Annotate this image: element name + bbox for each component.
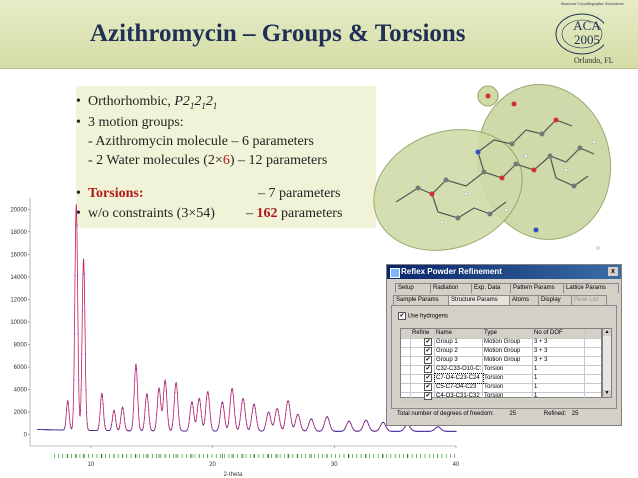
y-tick-label: 16000 — [10, 252, 27, 259]
dof-cell: 1 — [533, 392, 585, 401]
scroll-up-icon[interactable]: ▲ — [604, 329, 610, 335]
y-tick-label: 6000 — [13, 365, 27, 372]
bullet-water-params: - 2 Water molecules (2×6) – 12 parameters — [88, 153, 328, 168]
use-hydrogens-row — [398, 312, 448, 320]
refine-checkbox[interactable]: ✔ — [425, 375, 431, 381]
column-header-name: Name — [435, 329, 483, 338]
column-header-no-of-dof: No of DOF — [533, 329, 585, 338]
structure-params-panel — [391, 305, 617, 409]
row-selector[interactable] — [401, 338, 411, 347]
table-scrollbar[interactable] — [602, 328, 612, 398]
bullet-space-group: • Orthorhombic, $P2_12_12_1$ — [76, 94, 218, 111]
bullet-unconstrained: • w/o constraints (3×54) — [76, 206, 215, 221]
type-cell: Torsion — [483, 374, 533, 383]
row-selector[interactable] — [401, 383, 411, 392]
use-hydrogens-label: Use hydrogens — [407, 313, 449, 320]
refine-checkbox[interactable]: ✔ — [425, 366, 431, 372]
tab-display[interactable]: Display — [538, 295, 572, 305]
refine-cell — [411, 392, 435, 401]
bullet-torsions-value: – 7 parameters — [258, 186, 341, 201]
slide-title: Azithromycin – Groups & Torsions — [90, 20, 466, 47]
bullet-motion-groups: • 3 motion groups: — [76, 115, 184, 130]
refine-checkbox[interactable]: ✔ — [425, 357, 431, 363]
app-icon — [390, 268, 400, 278]
name-cell[interactable]: Group 1 — [435, 338, 483, 347]
row-selector[interactable] — [401, 365, 411, 374]
dof-refined-value: 25 — [571, 411, 579, 417]
name-cell[interactable]: C7-O4-C23-C24 — [435, 374, 483, 383]
logo-city-text: Orlando, FL — [574, 56, 614, 65]
tab-exp-data[interactable]: Exp. Data — [471, 283, 511, 293]
y-tick-label: 14000 — [10, 274, 27, 281]
tab-sample-params[interactable]: Sample Params — [393, 295, 449, 305]
x-tick-label: 20 — [209, 462, 216, 468]
dof-cell: 1 — [533, 374, 585, 383]
dof-total-value: 25 — [509, 411, 517, 417]
y-tick-label: 10000 — [10, 320, 27, 326]
refine-cell — [411, 374, 435, 383]
type-cell: Motion Group — [483, 347, 533, 356]
refine-checkbox[interactable]: ✔ — [425, 339, 431, 345]
type-cell: Torsion — [483, 365, 533, 374]
x-axis-label: 2-theta — [223, 472, 243, 478]
tab-atoms[interactable]: Atoms — [509, 295, 539, 305]
y-tick-label: 2000 — [13, 410, 27, 417]
y-tick-label: 0 — [23, 432, 27, 439]
y-tick-label: 12000 — [10, 297, 27, 304]
dof-total-label: Total number of degrees of freedom: — [397, 411, 494, 417]
bullet-azithromycin-params: - Azithromycin molecule – 6 parameters — [88, 134, 314, 149]
refine-checkbox[interactable]: ✔ — [425, 393, 431, 399]
dof-footer — [397, 411, 578, 417]
dof-cell: 1 — [533, 365, 585, 374]
dof-refined-label: Refined: — [543, 411, 567, 417]
refine-cell — [411, 383, 435, 392]
type-cell: Torsion — [483, 383, 533, 392]
close-button[interactable]: x — [608, 267, 618, 276]
type-cell: Torsion — [483, 392, 533, 401]
row-header-corner — [401, 329, 411, 338]
dof-cell: 3 + 3 — [533, 356, 585, 365]
name-cell[interactable]: C4-O3-C31-C32 — [435, 392, 483, 401]
tab-structure-params[interactable]: Structure Params — [448, 295, 510, 305]
type-cell: Motion Group — [483, 356, 533, 365]
tab-setup[interactable]: Setup — [395, 283, 431, 293]
name-cell[interactable]: Group 2 — [435, 347, 483, 356]
name-cell[interactable]: C32-C33-O10-C: — [436, 366, 482, 372]
x-tick-label: 30 — [330, 462, 338, 468]
refine-cell — [411, 347, 435, 356]
bullet-unconstrained-value: – 162 parameters — [246, 206, 343, 221]
name-cell[interactable]: C5-C7-O4-C23 — [435, 383, 483, 392]
tab-radiation[interactable]: Radiation — [430, 283, 472, 293]
refine-cell — [411, 356, 435, 365]
logo-arc-text: American Crystallographic Association — [560, 1, 624, 6]
tab-pattern-params[interactable]: Pattern Params — [510, 283, 564, 293]
y-tick-label: 4000 — [13, 387, 27, 394]
dialog-titlebar[interactable] — [387, 265, 621, 279]
reflex-dialog — [386, 264, 622, 426]
scroll-down-icon[interactable]: ▼ — [604, 390, 610, 396]
column-header-refine: Refine — [411, 329, 435, 338]
row-selector[interactable] — [401, 392, 411, 401]
table-row[interactable] — [401, 392, 601, 402]
bullet-torsions: • Torsions: — [76, 186, 144, 201]
refine-checkbox[interactable]: ✔ — [425, 384, 431, 390]
name-cell[interactable]: Group 3 — [435, 356, 483, 365]
use-hydrogens-checkbox[interactable]: ✔ — [399, 313, 405, 319]
type-cell: Motion Group — [483, 338, 533, 347]
x-tick-label: 10 — [87, 462, 95, 468]
y-tick-label: 20000 — [10, 207, 27, 214]
logo-aca-text: ACA — [573, 18, 601, 33]
y-tick-label: 18000 — [10, 229, 27, 236]
slide-header — [0, 0, 638, 69]
refine-checkbox[interactable]: ✔ — [425, 348, 431, 354]
tab-peak-list[interactable]: Peak List — [571, 295, 607, 305]
refinement-table — [400, 328, 602, 398]
row-selector[interactable] — [401, 347, 411, 356]
dof-cell: 3 + 3 — [533, 338, 585, 347]
row-selector[interactable] — [401, 374, 411, 383]
x-tick-label: 40 — [452, 462, 460, 468]
column-header-type: Type — [483, 329, 533, 338]
logo-year-text: 2005 — [574, 32, 600, 47]
row-selector[interactable] — [401, 356, 411, 365]
refine-cell — [411, 365, 435, 374]
dof-cell: 3 + 3 — [533, 347, 585, 356]
dialog-title: Reflex Powder Refinement — [401, 267, 502, 276]
refine-cell — [411, 338, 435, 347]
dof-cell: 1 — [533, 383, 585, 392]
tab-lattice-params[interactable]: Lattice Params — [563, 283, 619, 293]
y-tick-label: 8000 — [13, 342, 27, 349]
